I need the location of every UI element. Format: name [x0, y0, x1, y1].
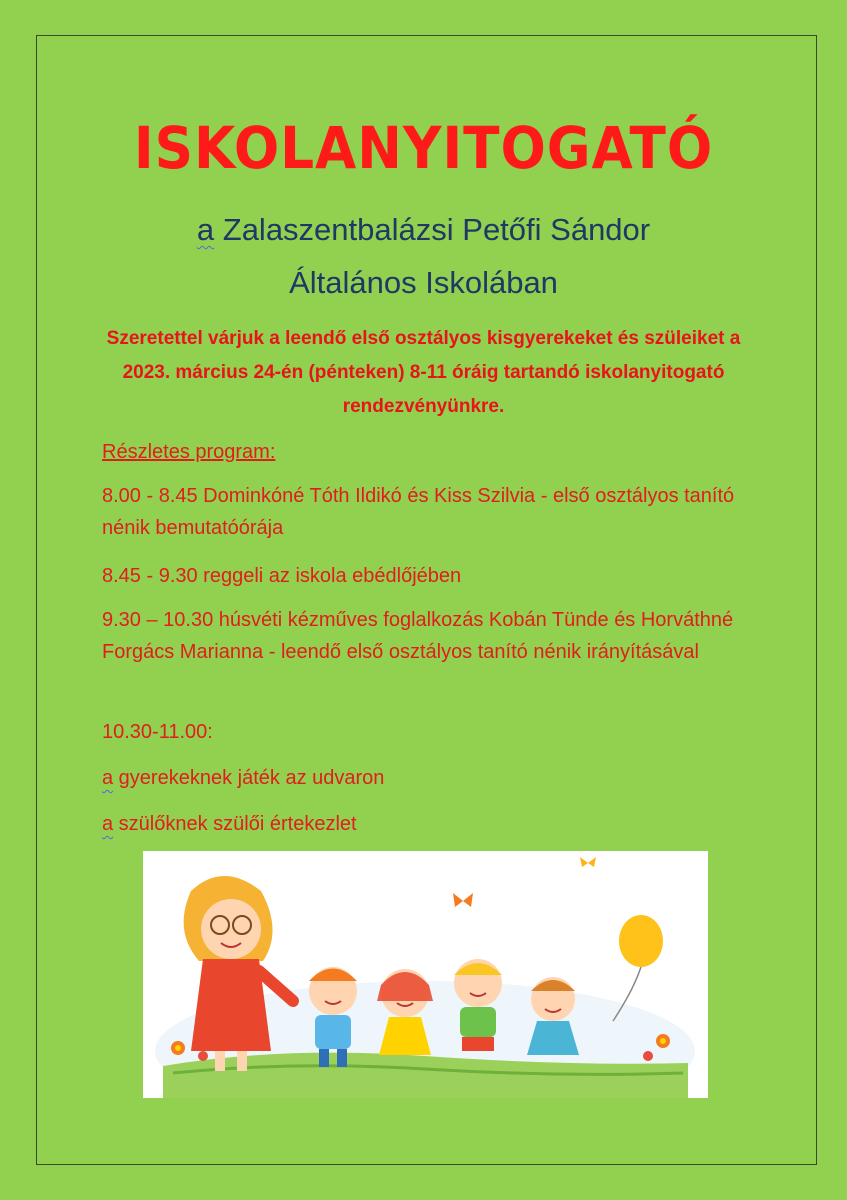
- article-a: a: [102, 767, 114, 789]
- program-item-5-text: gyerekeknek játék az udvaron: [113, 767, 385, 789]
- program-item-5: [102, 762, 742, 794]
- program-item-4: 10.30-11.00:: [102, 721, 213, 743]
- school-name-line1: [0, 210, 847, 250]
- butterfly-icon: [453, 857, 596, 907]
- invitation-text: Szeretettel várjuk a leendő első osztályos kisgyerekeket és szüleiket a 2023. március 24-én (pénteken) 8-11 óráig tartandó iskolanyitogató rendezvényünkre.: [106, 328, 741, 417]
- school-name-text: Zalaszentbalázsi Petőfi Sándor: [214, 212, 651, 247]
- page-title: ISKOLANYITOGATÓ: [133, 114, 714, 182]
- article-a: a: [102, 813, 114, 835]
- program-heading-text: Részletes program:: [102, 441, 276, 463]
- school-name-line2: Általános Iskolában: [289, 265, 558, 300]
- program-item-2: 8.45 - 9.30 reggeli az iskola ebédlőjében: [102, 565, 462, 587]
- program-item-1: 8.00 - 8.45 Dominkóné Tóth Ildikó és Kiss Szilvia - első osztályos tanító nénik bemutatóórája: [102, 485, 735, 539]
- program-item-3: 9.30 – 10.30 húsvéti kézműves foglalkozás Kobán Tünde és Horváthné Forgács Marianna - leendő első osztályos tanító nénik irányításával: [102, 609, 734, 663]
- children-teacher-illustration: [143, 851, 708, 1098]
- article-a: a: [196, 212, 215, 247]
- program-heading: [102, 436, 742, 468]
- program-item-6-text: szülőknek szülői értekezlet: [113, 813, 357, 835]
- program-item-6: [102, 808, 742, 840]
